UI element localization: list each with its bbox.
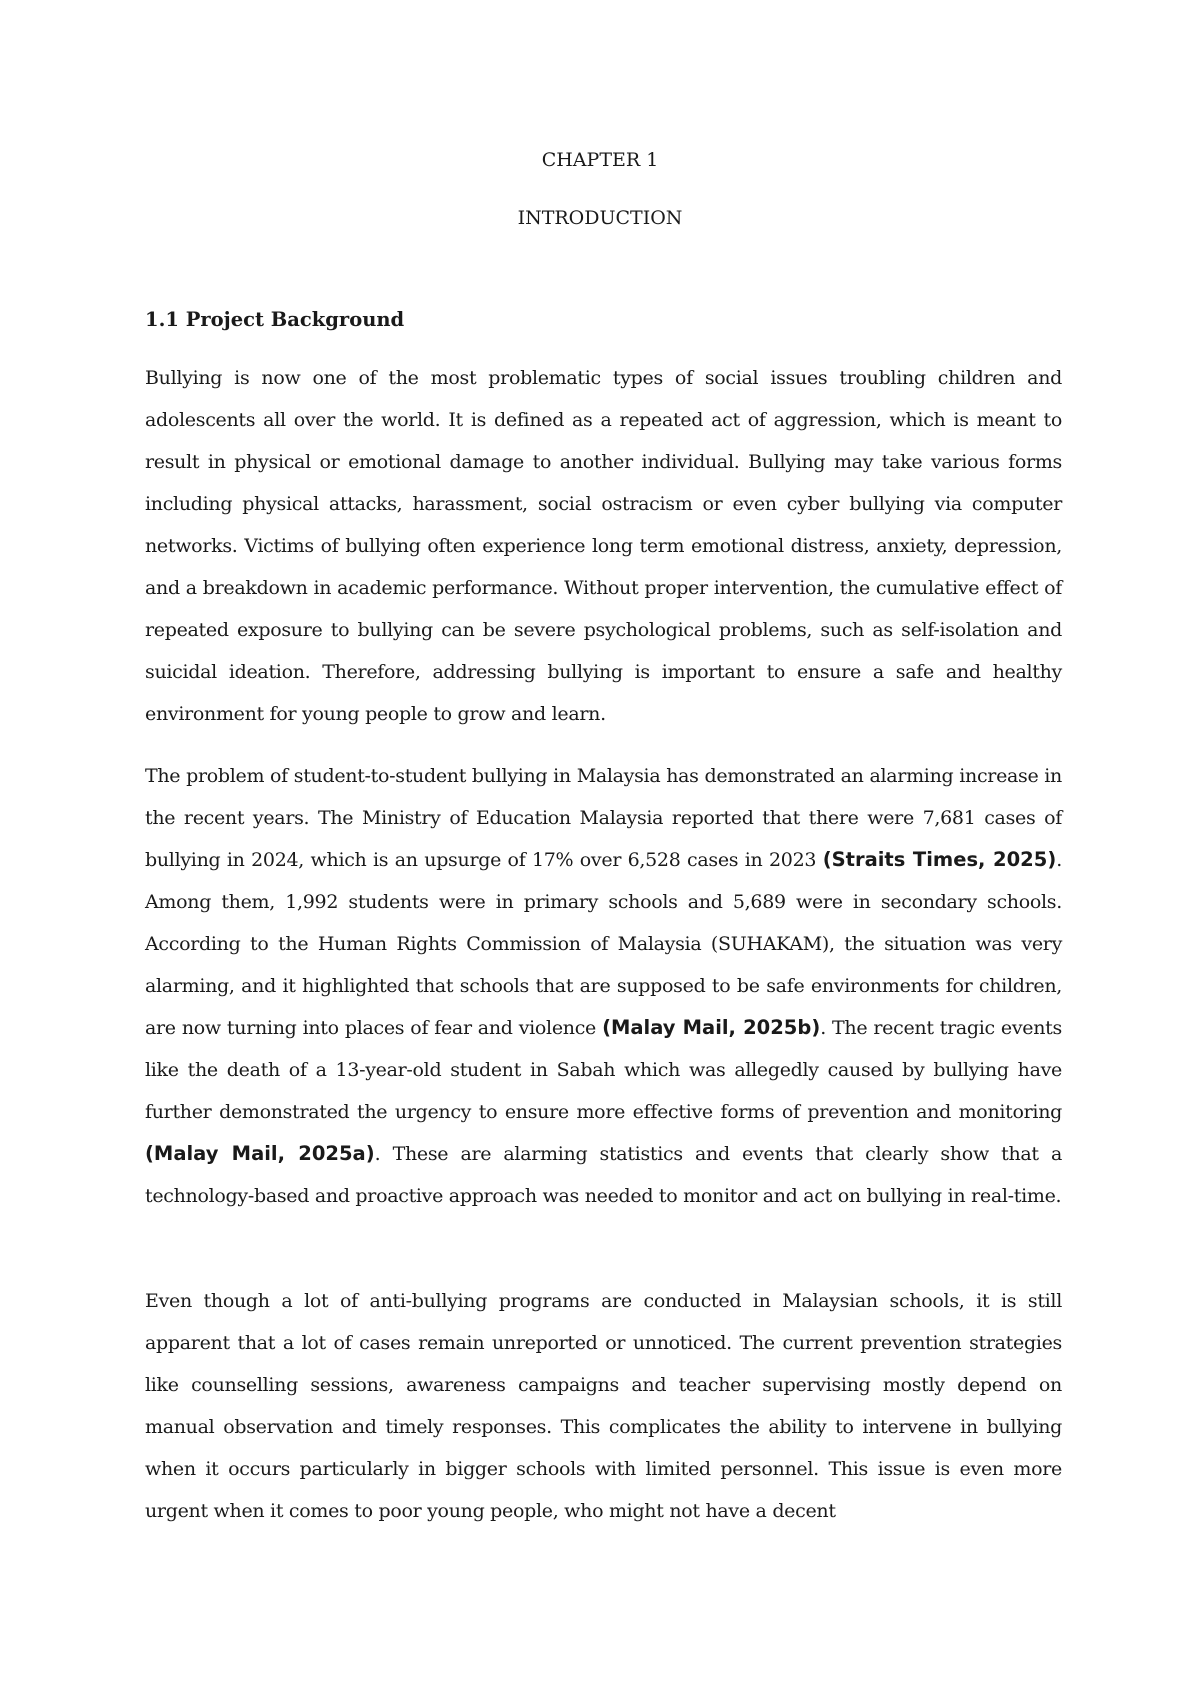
paragraph-2-text-4: . These are alarming statistics and events that clearly show that a technology-based and proactive approach was needed to monitor and act on bullying in real-time. (145, 1143, 1062, 1207)
section-heading: 1.1 Project Background (145, 308, 405, 331)
paragraph-1: Bullying is now one of the most problematic types of social issues troubling children and adolescents all over the world. It is defined as a repeated act of aggression, which is meant to result in physical or emotional damage to another individual. Bullying may take various forms including physical attacks, harassment, social ostracism or even cyber bullying via computer networks. Victims of bullying often experience long term emotional distress, anxiety, depression, and a breakdown in academic performance. Without proper intervention, the cumulative effect of repeated exposure to bullying can be severe psychological problems, such as self-isolation and suicidal ideation. Therefore, addressing bullying is important to ensure a safe and healthy environment for young people to grow and learn. (145, 367, 1062, 725)
citation-straits-times: (Straits Times, 2025) (822, 848, 1057, 871)
paragraph-2-text-3: . The recent tragic events like the death of a 13-year-old student in Sabah which was allegedly caused by bullying have further demonstrated the urgency to ensure more effective forms of prevention and monitoring (145, 1017, 1062, 1123)
paragraph-2-text-1: The problem of student-to-student bullying in Malaysia has demonstrated an alarming increase in the recent years. The Ministry of Education Malaysia reported that there were 7,681 cases of bullying in 2024, which is an upsurge of 17% over 6,528 cases in 2023 (145, 765, 1062, 871)
paragraph-3: Even though a lot of anti-bullying programs are conducted in Malaysian schools, it is still apparent that a lot of cases remain unreported or unnoticed. The current prevention strategies like counselling sessions, awareness campaigns and teacher supervising mostly depend on manual observation and timely responses. This complicates the ability to intervene in bullying when it occurs particularly in bigger schools with limited personnel. This issue is even more urgent when it comes to poor young people, who might not have a decent (145, 1290, 1062, 1522)
paragraph-2-text-2: . Among them, 1,992 students were in primary schools and 5,689 were in secondary schools. According to the Human Rights Commission of Malaysia (SUHAKAM), the situation was very alarming, and it highlighted that schools that are supposed to be safe environments for children, are now turning into places of fear and violence (145, 849, 1062, 1039)
citation-malay-mail-2025b: (Malay Mail, 2025b) (602, 1016, 821, 1039)
chapter-title: INTRODUCTION (517, 207, 683, 229)
chapter-number: CHAPTER 1 (541, 149, 659, 171)
citation-malay-mail-2025a: (Malay Mail, 2025a) (145, 1142, 375, 1165)
paragraph-2 (145, 755, 1062, 1217)
